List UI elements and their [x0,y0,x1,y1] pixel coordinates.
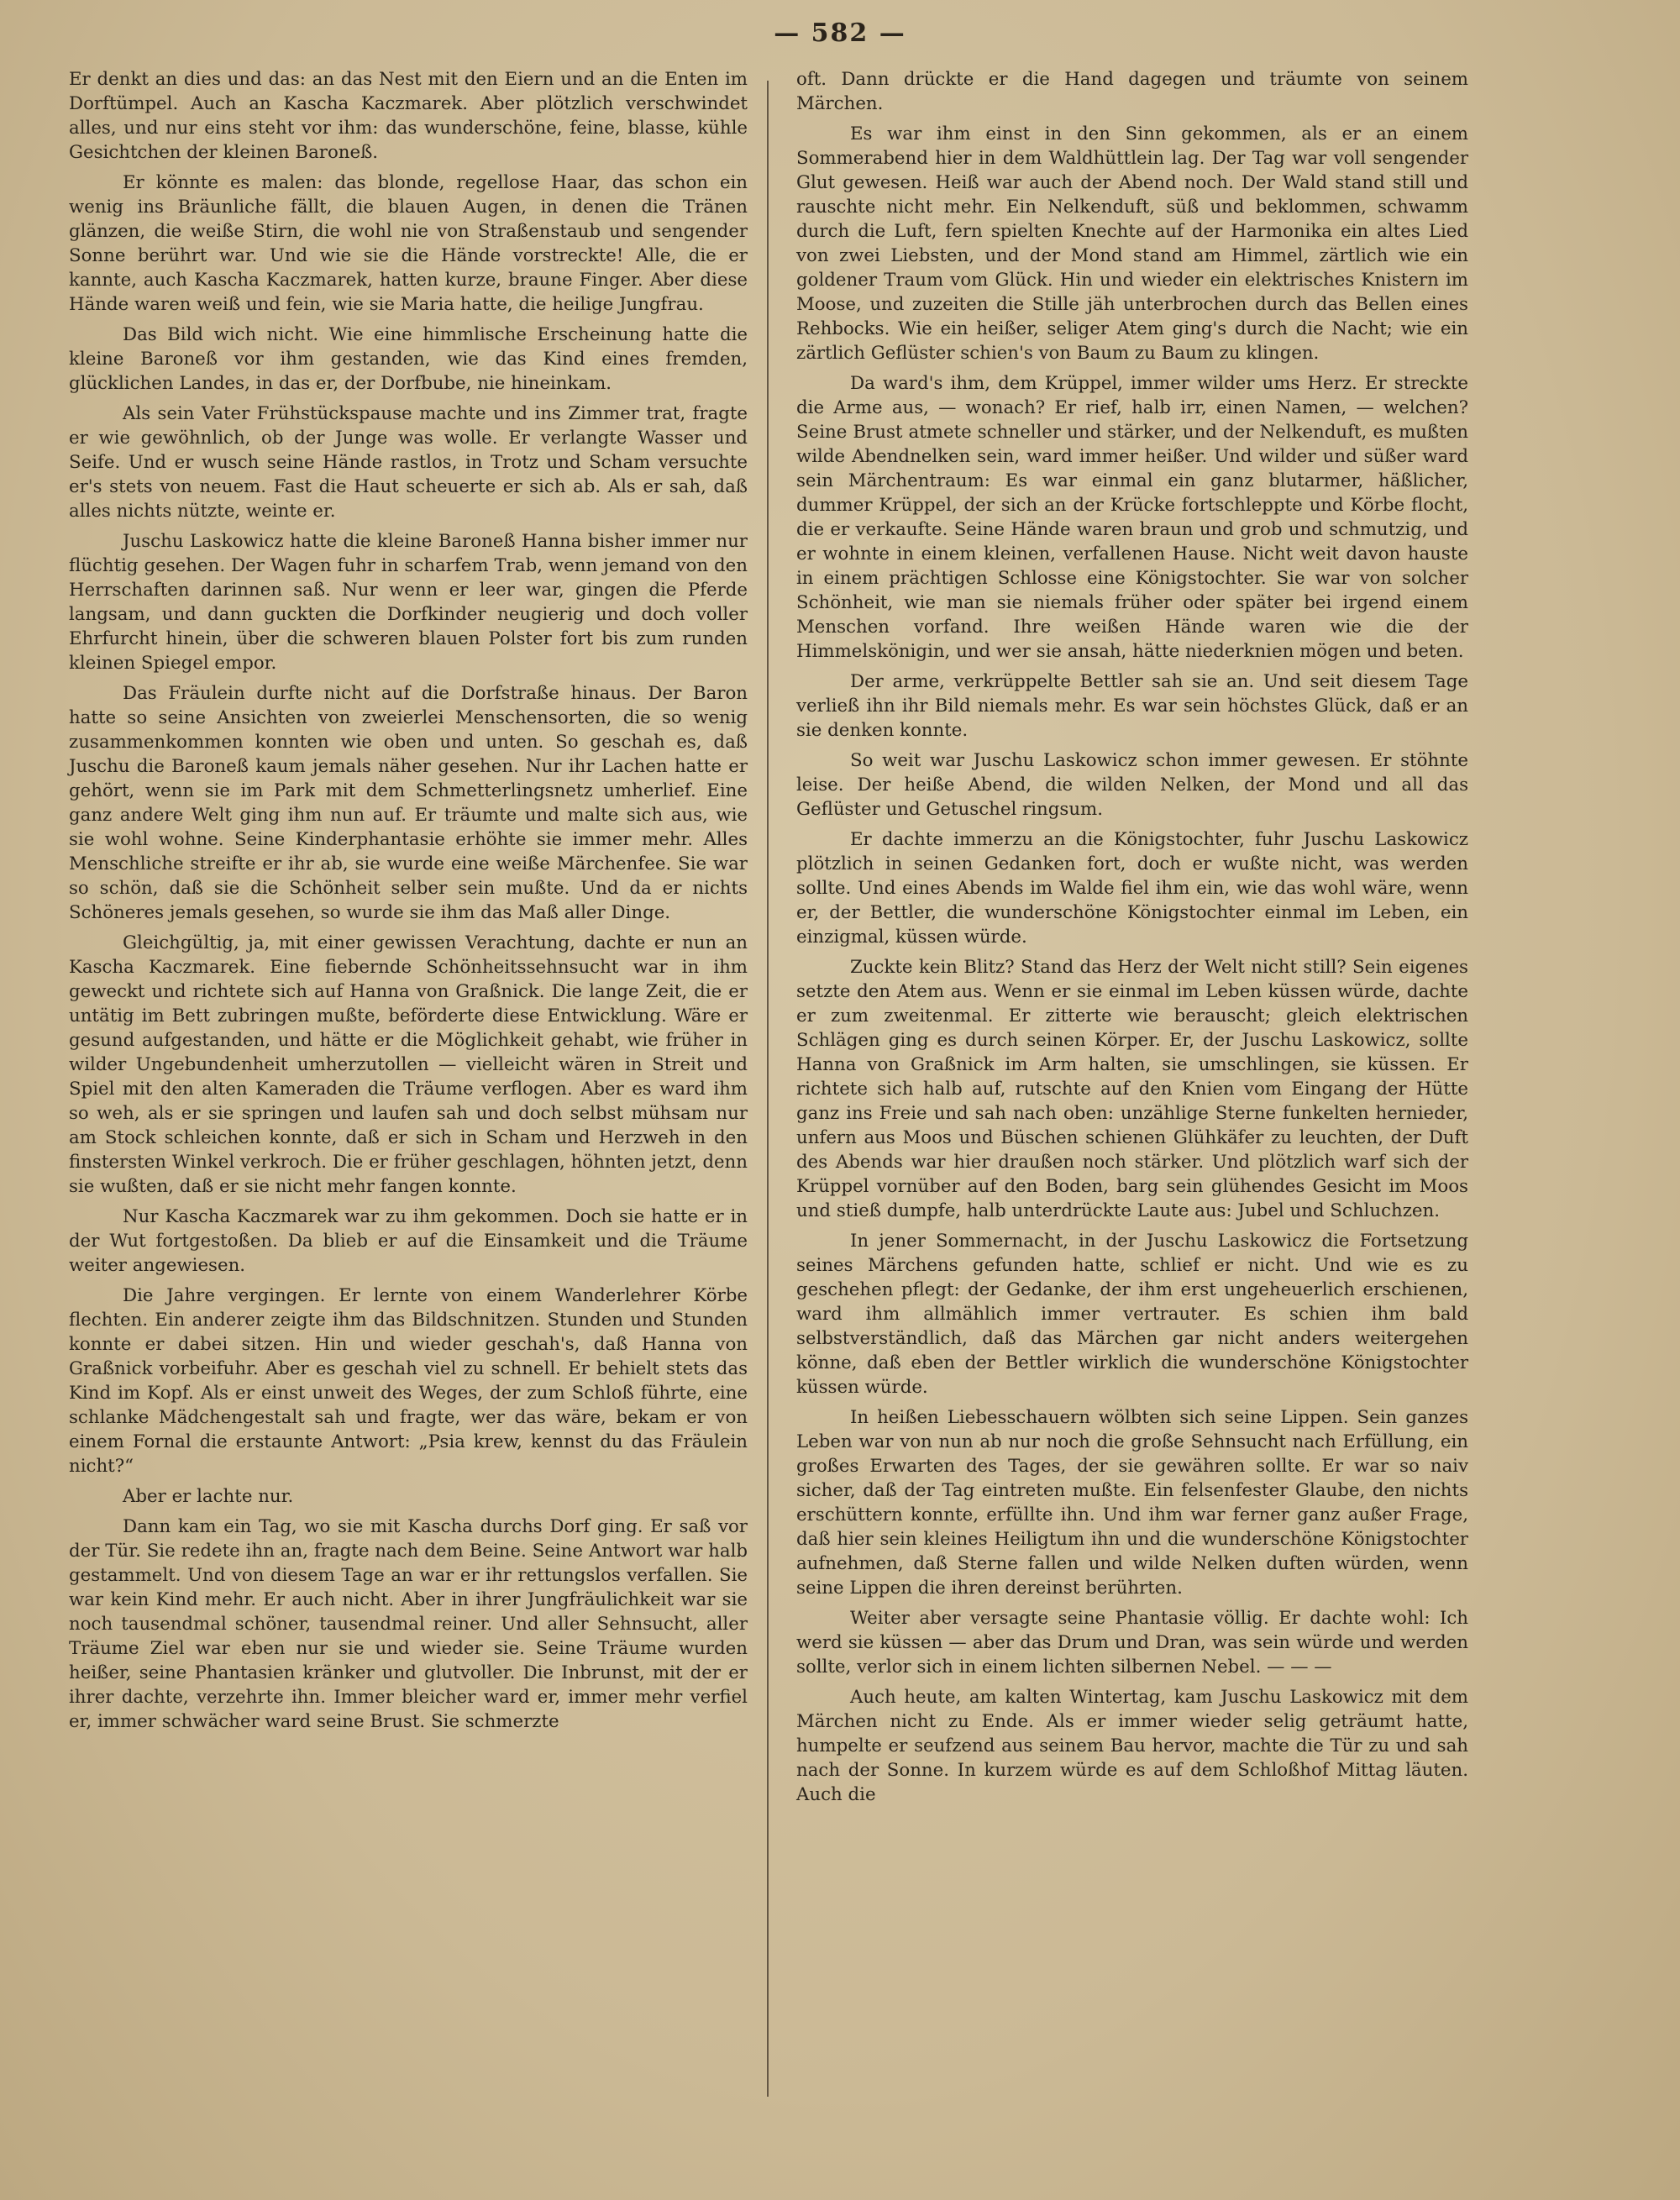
paragraph: In heißen Liebesschauern wölbten sich seine Lippen. Sein ganzes Leben war von nun ab nur noch die große Sehnsucht nach Erfüllung, ein großes Erwarten des Tages, der sie gewähren sollte. Er war so naiv sicher, daß der Tag eintreten mußte. Ein felsenfester Glaube, den nichts erschüttern konnte, erfüllte ihn. Und ihm war ferner ganz außer Frage, daß hier sein kleines Heiligtum ihn und die wunderschöne Königstochter aufnehmen, daß Sterne fallen und wilde Nelken duften würden, wenn seine Lippen die ihren dereinst berührten. [796,1407,1468,1599]
paragraph: Das Fräulein durfte nicht auf die Dorfstraße hinaus. Der Baron hatte so seine Ansichten von zweierlei Menschensorten, die so wenig zusammenkommen konnten wie oben und unten. So geschah es, daß Juschu die Baroneß kaum jemals näher gesehen. Nur ihr Lachen hatte er gehört, wenn sie im Park mit dem Schmetterlingsnetz umherlief. Eine ganz andere Welt ging ihm nun auf. Er träumte und malte sich aus, wie sie wohl wohne. Seine Kinderphantasie erhöhte sie immer mehr. Alles Menschliche streifte er ihr ab, sie wurde eine weiße Märchenfee. Sie war so schön, daß sie die Schönheit selber sein mußte. Und da er nichts Schöneres jemals gesehen, so wurde sie ihm das Maß aller Dinge. [69,683,748,923]
left-column [69,67,748,1740]
paragraph: Da ward's ihm, dem Krüppel, immer wilder ums Herz. Er streckte die Arme aus, — wonach? Er rief, halb irr, einen Namen, — welchen? Seine Brust atmete schneller und stärker, und der Nelkenduft, es mußten wilde Abendnelken sein, ward immer heißer. Und wilder und süßer ward sein Märchentraum: Es war einmal ein ganz blutarmer, häßlicher, dummer Krüppel, der sich an der Krücke fortschleppte und Körbe flocht, die er verkaufte. Seine Hände waren braun und grob und schmutzig, und er wohnte in einem kleinen, verfallenen Hause. Nicht weit davon hauste in einem prächtigen Schlosse eine Königstochter. Sie war von solcher Schönheit, wie man sie niemals früher oder später bei irgend einem Menschen vorfand. Ihre weißen Hände waren wie die der Himmelskönigin, und wer sie ansah, hätte niederknien mögen und beten. [796,373,1468,662]
paragraph: Gleichgültig, ja, mit einer gewissen Verachtung, dachte er nun an Kascha Kaczmarek. Eine fiebernde Schönheitssehnsucht war in ihm geweckt und richtete sich auf Hanna von Graßnick. Die lange Zeit, die er untätig im Bett zubringen mußte, beförderte diese Entwicklung. Wäre er gesund aufgestanden, und hätte er die Möglichkeit gehabt, wie früher in wilder Ungebundenheit umherzutollen — vielleicht wären in Streit und Spiel mit den alten Kameraden die Träume verflogen. Aber es ward ihm so weh, als er sie springen und laufen sah und doch selbst mühsam nur am Stock schleichen konnte, daß er sich in Scham und Herzweh in den finstersten Winkel verkroch. Die er früher geschlagen, höhnten jetzt, denn sie wußten, daß er sie nicht mehr fangen konnte. [69,932,748,1197]
paragraph: Nur Kascha Kaczmarek war zu ihm gekommen. Doch sie hatte er in der Wut fortgestoßen. Da blieb er auf die Einsamkeit und die Träume weiter angewiesen. [69,1206,748,1276]
paragraph: Es war ihm einst in den Sinn gekommen, als er an einem Sommerabend hier in dem Waldhüttlein lag. Der Tag war voll sengender Glut gewesen. Heiß war auch der Abend noch. Der Wald stand still und rauschte nicht mehr. Ein Nelkenduft, süß und beklommen, schwamm durch die Luft, fern spielten Knechte auf der Harmonika ein altes Lied von zwei Liebsten, und der Mond stand am Himmel, zärtlich wie ein goldener Traum vom Glück. Hin und wieder ein elektrisches Knistern im Moose, und zuzeiten die Stille jäh unterbrochen durch das Bellen eines Rehbocks. Wie ein heißer, seliger Atem ging's durch die Nacht; wie ein zärtlich Geflüster schien's von Baum zu Baum zu klingen. [796,123,1468,364]
paragraph: Zuckte kein Blitz? Stand das Herz der Welt nicht still? Sein eigenes setzte den Atem aus. Wenn er sie einmal im Leben küssen würde, dachte er zum zweitenmal. Er zitterte wie berauscht; gleich elektrischen Schlägen ging es durch seinen Körper. Er, der Juschu Laskowicz, sollte Hanna von Graßnick im Arm halten, sie umschlingen, sie küssen. Er richtete sich halb auf, rutschte auf den Knien vom Eingang der Hütte ganz ins Freie und sah nach oben: unzählige Sterne funkelten hernieder, unfern aus Moos und Büschen schienen Glühkäfer zu leuchten, der Duft des Abends war hier draußen noch stärker. Und plötzlich warf sich der Krüppel vornüber auf den Boden, barg sein glühendes Gesicht im Moos und stieß dumpfe, halb unterdrückte Laute aus: Jubel und Schluchzen. [796,957,1468,1221]
paragraph: Er dachte immerzu an die Königstochter, fuhr Juschu Laskowicz plötzlich in seinen Gedanken fort, doch er wußte nicht, was werden sollte. Und eines Abends im Walde fiel ihm ein, wie das wohl wäre, wenn er, der Bettler, die wunderschöne Königstochter einmal im Leben, ein einzigmal, küssen würde. [796,829,1468,948]
column-divider [767,81,769,2097]
paragraph: Als sein Vater Frühstückspause machte und ins Zimmer trat, fragte er wie gewöhnlich, ob der Junge was wolle. Er verlangte Wasser und Seife. Und er wusch seine Hände rastlos, in Trotz und Scham versuchte er's stets von neuem. Fast die Haut scheuerte er sich ab. Als er sah, daß alles nichts nützte, weinte er. [69,403,748,522]
paragraph: Juschu Laskowicz hatte die kleine Baroneß Hanna bisher immer nur flüchtig gesehen. Der Wagen fuhr in scharfem Trab, wenn jemand von den Herrschaften darinnen saß. Nur wenn er leer war, gingen die Pferde langsam, und dann guckten die Dorfkinder neugierig und doch voller Ehrfurcht hinein, über die schweren blauen Polster fort bis zum runden kleinen Spiegel empor. [69,531,748,674]
paragraph: Weiter aber versagte seine Phantasie völlig. Er dachte wohl: Ich werd sie küssen — aber das Drum und Dran, was sein würde und werden sollte, verlor sich in einem lichten silbernen Nebel. — — — [796,1608,1468,1678]
paragraph: oft. Dann drückte er die Hand dagegen und träumte von seinem Märchen. [796,69,1468,114]
right-column [796,67,1468,1813]
paragraph: In jener Sommernacht, in der Juschu Laskowicz die Fortsetzung seines Märchens gefunden hatte, schlief er nicht. Und wie es zu geschehen pflegt: der Gedanke, der ihm erst ungeheuerlich erschienen, ward ihm allmählich immer vertrauter. Es schien ihm bald selbstverständlich, daß das Märchen gar nicht anders weitergehen könne, daß eben der Bettler wirklich die wunderschöne Königstochter küssen würde. [796,1231,1468,1398]
paragraph: Dann kam ein Tag, wo sie mit Kascha durchs Dorf ging. Er saß vor der Tür. Sie redete ihn an, fragte nach dem Beine. Seine Antwort war halb gestammelt. Und von diesem Tage an war er ihr rettungslos verfallen. Sie war kein Kind mehr. Er auch nicht. Aber in ihrer Jungfräulichkeit war sie noch tausendmal schöner, tausendmal reiner. Und aller Sehnsucht, aller Träume Ziel war eben nur sie und wieder sie. Seine Träume wurden heißer, seine Phantasien kränker und glutvoller. Die Inbrunst, mit der er ihrer dachte, verzehrte ihn. Immer bleicher ward er, immer mehr verfiel er, immer schwächer ward seine Brust. Sie schmerzte [69,1516,748,1732]
page-number: — 582 — [774,18,906,48]
paragraph: So weit war Juschu Laskowicz schon immer gewesen. Er stöhnte leise. Der heiße Abend, die wilden Nelken, der Mond und all das Geflüster und Getuschel ringsum. [796,750,1468,820]
paragraph: Das Bild wich nicht. Wie eine himmlische Erscheinung hatte die kleine Baroneß vor ihm gestanden, wie das Kind eines fremden, glücklichen Landes, in das er, der Dorfbube, nie hineinkam. [69,324,748,394]
paragraph: Auch heute, am kalten Wintertag, kam Juschu Laskowicz mit dem Märchen nicht zu Ende. Als er immer wieder selig geträumt hatte, humpelte er seufzend aus seinem Bau hervor, machte die Tür zu und sah nach der Sonne. In kurzem würde es auf dem Schloßhof Mittag läuten. Auch die [796,1687,1468,1805]
paragraph: Die Jahre vergingen. Er lernte von einem Wanderlehrer Körbe flechten. Ein anderer zeigte ihm das Bildschnitzen. Stunden und Stunden konnte er dabei sitzen. Hin und wieder geschah's, daß Hanna von Graßnick vorbeifuhr. Aber es geschah viel zu schnell. Er behielt stets das Kind im Kopf. Als er einst unweit des Weges, der zum Schloß führte, eine schlanke Mädchengestalt sah und fragte, wer das wäre, bekam er von einem Fornal die erstaunte Antwort: „Psia krew, kennst du das Fräulein nicht?“ [69,1285,748,1477]
paragraph: Er denkt an dies und das: an das Nest mit den Eiern und an die Enten im Dorftümpel. Auch an Kascha Kaczmarek. Aber plötzlich verschwindet alles, und nur eins steht vor ihm: das wunderschöne, feine, blasse, kühle Gesichtchen der kleinen Baroneß. [69,69,748,163]
paragraph: Aber er lachte nur. [123,1486,294,1507]
paragraph: Der arme, verkrüppelte Bettler sah sie an. Und seit diesem Tage verließ ihn ihr Bild niemals mehr. Es war sein höchstes Glück, daß er an sie denken konnte. [796,671,1468,741]
paragraph: Er könnte es malen: das blonde, regellose Haar, das schon ein wenig ins Bräunliche fällt, die blauen Augen, in denen die Tränen glänzen, die weiße Stirn, die wohl nie von Straßenstaub und sengender Sonne berührt war. Und wie sie die Hände vorstreckte! Alle, die er kannte, auch Kascha Kaczmarek, hatten kurze, braune Finger. Aber diese Hände waren weiß und fein, wie sie Maria hatte, die heilige Jungfrau. [69,172,748,315]
